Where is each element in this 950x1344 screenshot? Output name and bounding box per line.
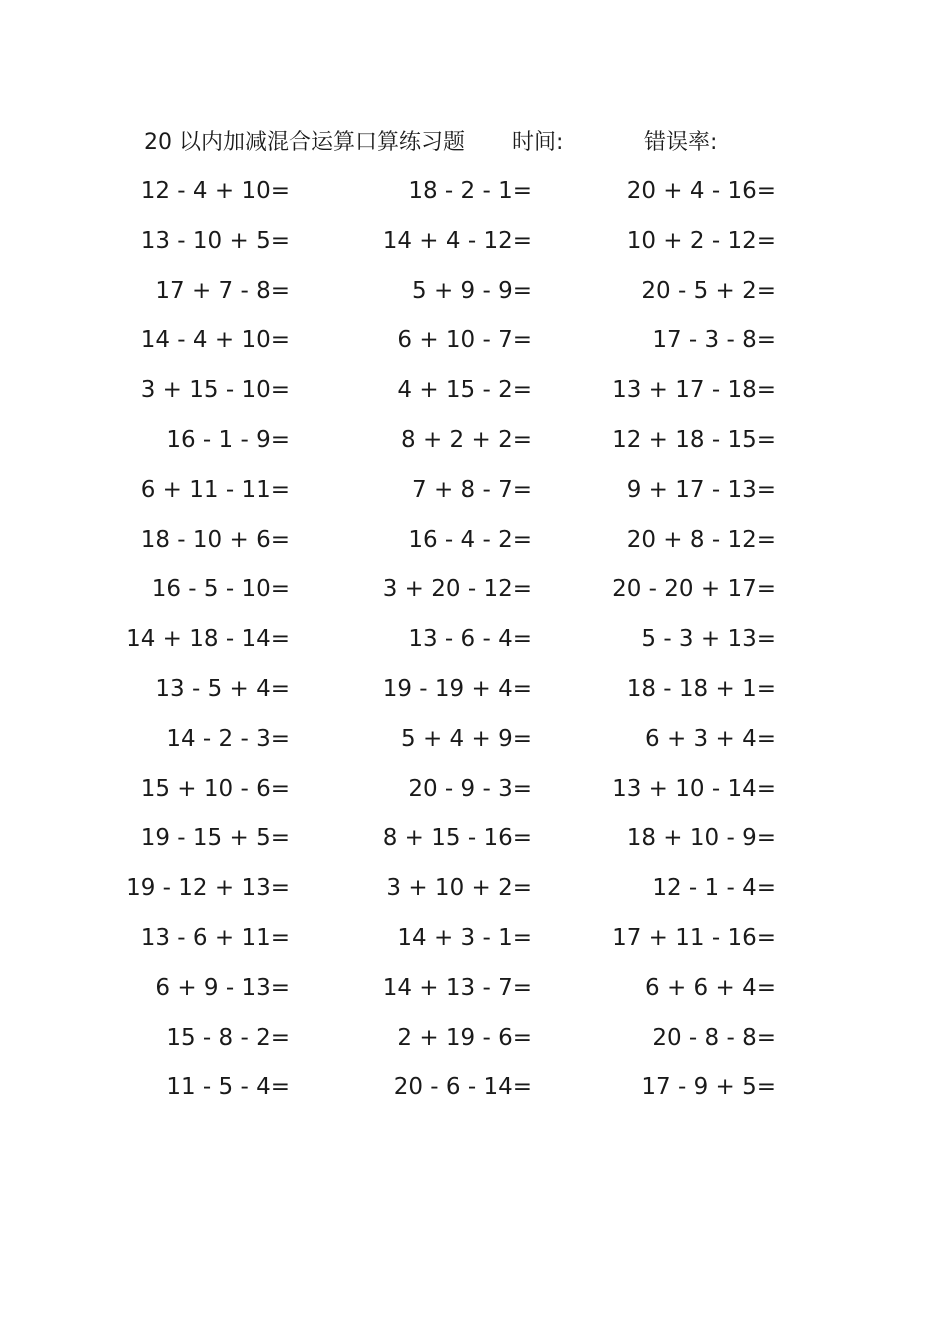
problem-row: [0, 672, 950, 722]
arithmetic-problem: 18 + 10 - 9=: [626, 825, 776, 852]
arithmetic-problem: 18 - 10 + 6=: [140, 526, 290, 553]
arithmetic-problem: 11 - 5 - 4=: [166, 1074, 290, 1101]
arithmetic-problem: 13 - 6 - 4=: [408, 626, 532, 653]
arithmetic-problem: 12 + 18 - 15=: [612, 426, 776, 453]
arithmetic-problem: 14 - 4 + 10=: [140, 327, 290, 354]
arithmetic-problem: 16 - 5 - 10=: [151, 576, 290, 603]
arithmetic-problem: 13 - 6 + 11=: [140, 924, 290, 951]
arithmetic-problem: 20 - 6 - 14=: [393, 1074, 532, 1101]
problem-row: [0, 871, 950, 921]
arithmetic-problem: 14 + 4 - 12=: [382, 227, 532, 254]
arithmetic-problem: 9 + 17 - 13=: [626, 476, 776, 503]
arithmetic-problem: 5 + 9 - 9=: [412, 277, 532, 304]
problem-grid: [0, 174, 950, 1120]
problem-row: [0, 622, 950, 672]
arithmetic-problem: 20 - 9 - 3=: [408, 775, 532, 802]
arithmetic-problem: 15 - 8 - 2=: [166, 1024, 290, 1051]
arithmetic-problem: 19 - 15 + 5=: [140, 825, 290, 852]
arithmetic-problem: 18 - 18 + 1=: [626, 675, 776, 702]
arithmetic-problem: 17 + 7 - 8=: [155, 277, 290, 304]
arithmetic-problem: 3 + 15 - 10=: [140, 377, 290, 404]
arithmetic-problem: 20 - 8 - 8=: [652, 1024, 776, 1051]
arithmetic-problem: 8 + 15 - 16=: [382, 825, 532, 852]
problem-row: [0, 274, 950, 324]
problem-row: [0, 174, 950, 224]
arithmetic-problem: 14 + 13 - 7=: [382, 974, 532, 1001]
arithmetic-problem: 16 - 4 - 2=: [408, 526, 532, 553]
arithmetic-problem: 6 + 6 + 4=: [645, 974, 776, 1001]
arithmetic-problem: 13 + 17 - 18=: [612, 377, 776, 404]
problem-row: [0, 1021, 950, 1071]
problem-row: [0, 473, 950, 523]
arithmetic-problem: 14 - 2 - 3=: [166, 725, 290, 752]
arithmetic-problem: 17 - 3 - 8=: [652, 327, 776, 354]
arithmetic-problem: 8 + 2 + 2=: [401, 426, 532, 453]
arithmetic-problem: 5 - 3 + 13=: [641, 626, 776, 653]
problem-row: [0, 224, 950, 274]
arithmetic-problem: 14 + 3 - 1=: [397, 924, 532, 951]
arithmetic-problem: 10 + 2 - 12=: [626, 227, 776, 254]
arithmetic-problem: 14 + 18 - 14=: [126, 626, 290, 653]
arithmetic-problem: 6 + 9 - 13=: [155, 974, 290, 1001]
arithmetic-problem: 12 - 4 + 10=: [140, 178, 290, 204]
arithmetic-problem: 19 - 19 + 4=: [382, 675, 532, 702]
problem-row: [0, 1070, 950, 1120]
error-rate-label: 错误率:: [644, 130, 718, 155]
worksheet-title: 20 以内加减混合运算口算练习题: [144, 130, 465, 155]
arithmetic-problem: 20 + 8 - 12=: [626, 526, 776, 553]
arithmetic-problem: 6 + 3 + 4=: [645, 725, 776, 752]
arithmetic-problem: 13 + 10 - 14=: [612, 775, 776, 802]
problem-row: [0, 772, 950, 822]
arithmetic-problem: 3 + 10 + 2=: [386, 875, 532, 902]
arithmetic-problem: 20 - 20 + 17=: [612, 576, 776, 603]
worksheet-header: [0, 126, 950, 160]
arithmetic-problem: 7 + 8 - 7=: [412, 476, 532, 503]
arithmetic-problem: 17 - 9 + 5=: [641, 1074, 776, 1101]
arithmetic-problem: 6 + 11 - 11=: [140, 476, 290, 503]
problem-row: [0, 821, 950, 871]
problem-row: [0, 373, 950, 423]
arithmetic-problem: 3 + 20 - 12=: [382, 576, 532, 603]
arithmetic-problem: 20 - 5 + 2=: [641, 277, 776, 304]
arithmetic-problem: 2 + 19 - 6=: [397, 1024, 532, 1051]
arithmetic-problem: 5 + 4 + 9=: [401, 725, 532, 752]
arithmetic-problem: 6 + 10 - 7=: [397, 327, 532, 354]
arithmetic-problem: 12 - 1 - 4=: [652, 875, 776, 902]
time-label: 时间:: [512, 130, 564, 155]
arithmetic-problem: 4 + 15 - 2=: [397, 377, 532, 404]
arithmetic-problem: 19 - 12 + 13=: [126, 875, 290, 902]
problem-row: [0, 971, 950, 1021]
problem-row: [0, 423, 950, 473]
arithmetic-problem: 20 + 4 - 16=: [626, 178, 776, 204]
arithmetic-problem: 17 + 11 - 16=: [612, 924, 776, 951]
problem-row: [0, 523, 950, 573]
arithmetic-problem: 18 - 2 - 1=: [408, 178, 532, 204]
arithmetic-problem: 16 - 1 - 9=: [166, 426, 290, 453]
problem-row: [0, 921, 950, 971]
arithmetic-problem: 13 - 5 + 4=: [155, 675, 290, 702]
problem-row: [0, 572, 950, 622]
problem-row: [0, 722, 950, 772]
arithmetic-problem: 13 - 10 + 5=: [140, 227, 290, 254]
problem-row: [0, 323, 950, 373]
arithmetic-problem: 15 + 10 - 6=: [140, 775, 290, 802]
